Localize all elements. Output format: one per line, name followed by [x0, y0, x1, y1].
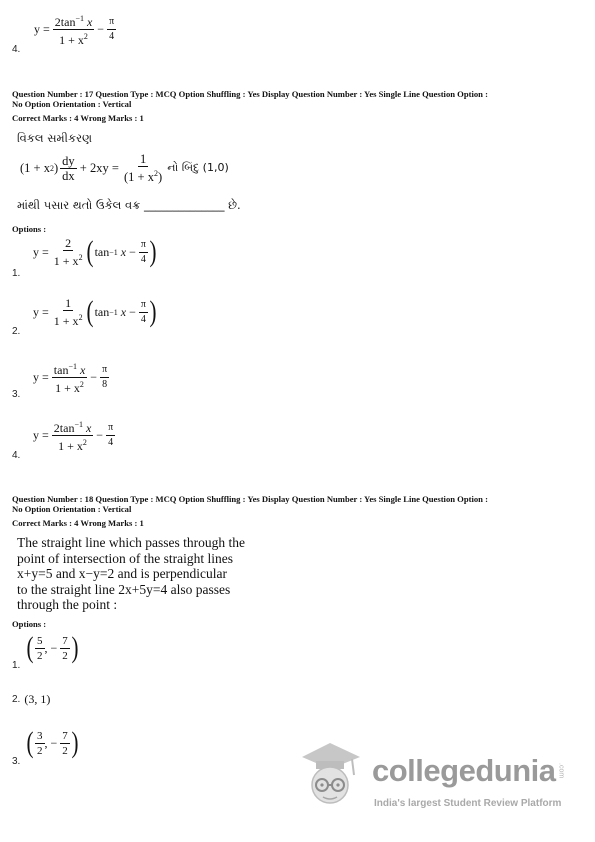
q18-meta-line2: No Option Orientation : Vertical [12, 504, 132, 514]
mascot-logo-icon [292, 735, 367, 810]
prev-option-4-number: 4. [12, 44, 21, 55]
q18-question-text [17, 535, 245, 613]
q18-option-1[interactable]: ( $\frac{5}{2}$ , − $\frac{7}{2}$ ) [26, 631, 79, 664]
q18-option-3-number: 3. [12, 756, 21, 767]
watermark-domain: .com [557, 763, 565, 779]
q17-option-1-number: 1. [12, 268, 21, 279]
q17-option-3[interactable]: y = $\frac{\tan^{-1} x}{1 + x^2}$ − $\frac{\pi}{8}$ [33, 362, 108, 395]
q18-text-line: through the point : [17, 597, 118, 612]
q18-marks: Correct Marks : 4 Wrong Marks : 1 [12, 518, 144, 528]
q18-option-2-number: 2. [12, 693, 21, 705]
q18-text-line: point of intersection of the straight lines [17, 550, 233, 566]
prev-option-4-formula: y = $\frac{2\tan^{-1} x}{1 + x^2}$ − $\frac{\pi}{4}$ [34, 14, 115, 47]
q18-option-2-value: (3, 1) [24, 691, 51, 706]
q17-gujarati-title: વિકલ સમીકરણ [17, 131, 93, 145]
q17-meta [12, 89, 488, 109]
formula-lhs: y [34, 22, 40, 36]
q18-text-line: The straight line which passes through the [17, 535, 245, 550]
q17-option-4[interactable]: y = $\frac{2\tan^{-1} x}{1 + x^2}$ − $\frac{\pi}{4}$ [33, 420, 114, 453]
q17-equation: (1 + x 2 ) $\frac{dy}{dx}$ + 2xy = $\frac{1}{(1 + x^2)}$ નો બિંદુ (1,0) [20, 152, 229, 185]
formula-fraction: $\frac{2\tan^{-1} x}{1 + x^2}$ [54, 14, 93, 47]
q18-option-1-number: 1. [12, 660, 21, 671]
q17-options-label: Options : [12, 224, 47, 234]
q17-option-2-number: 2. [12, 326, 21, 337]
q18-text-line: x+y=5 and x−y=2 and is perpendicular [17, 566, 228, 581]
q17-option-2[interactable]: y = $\frac{1}{1 + x^2}$ ( tan −1 x − $\frac{\pi}{4}$ ) [33, 295, 157, 328]
q18-meta [12, 494, 488, 514]
q18-meta-line1: Question Number : 18 Question Type : MCQ Option Shuffling : Yes Display Question Number : Yes Single Line Question Option : [12, 494, 488, 504]
q18-option-3[interactable]: ( $\frac{3}{2}$ , − $\frac{7}{2}$ ) [26, 726, 79, 759]
q17-option-1[interactable]: y = $\frac{2}{1 + x^2}$ ( tan −1 x − $\frac{\pi}{4}$ ) [33, 235, 157, 268]
q18-option-2[interactable] [12, 690, 50, 708]
q17-meta-line2: No Option Orientation : Vertical [12, 99, 132, 109]
watermark-brand [372, 753, 564, 789]
watermark-brand-text: collegedunia [372, 753, 556, 788]
q17-option-4-number: 4. [12, 450, 21, 461]
q18-text-line: to the straight line 2x+5y=4 also passes [17, 581, 231, 597]
q17-gujarati-line2: માંથી પસાર થતો ઉકેલ વક્ર ______________ છે. [17, 198, 241, 212]
q17-meta-line1: Question Number : 17 Question Type : MCQ Option Shuffling : Yes Display Question Number : Yes Single Line Question Option : [12, 89, 488, 99]
q17-marks: Correct Marks : 4 Wrong Marks : 1 [12, 113, 144, 123]
q18-options-label: Options : [12, 619, 47, 629]
watermark-tagline: India's largest Student Review Platform [374, 798, 562, 809]
q17-option-3-number: 3. [12, 389, 21, 400]
